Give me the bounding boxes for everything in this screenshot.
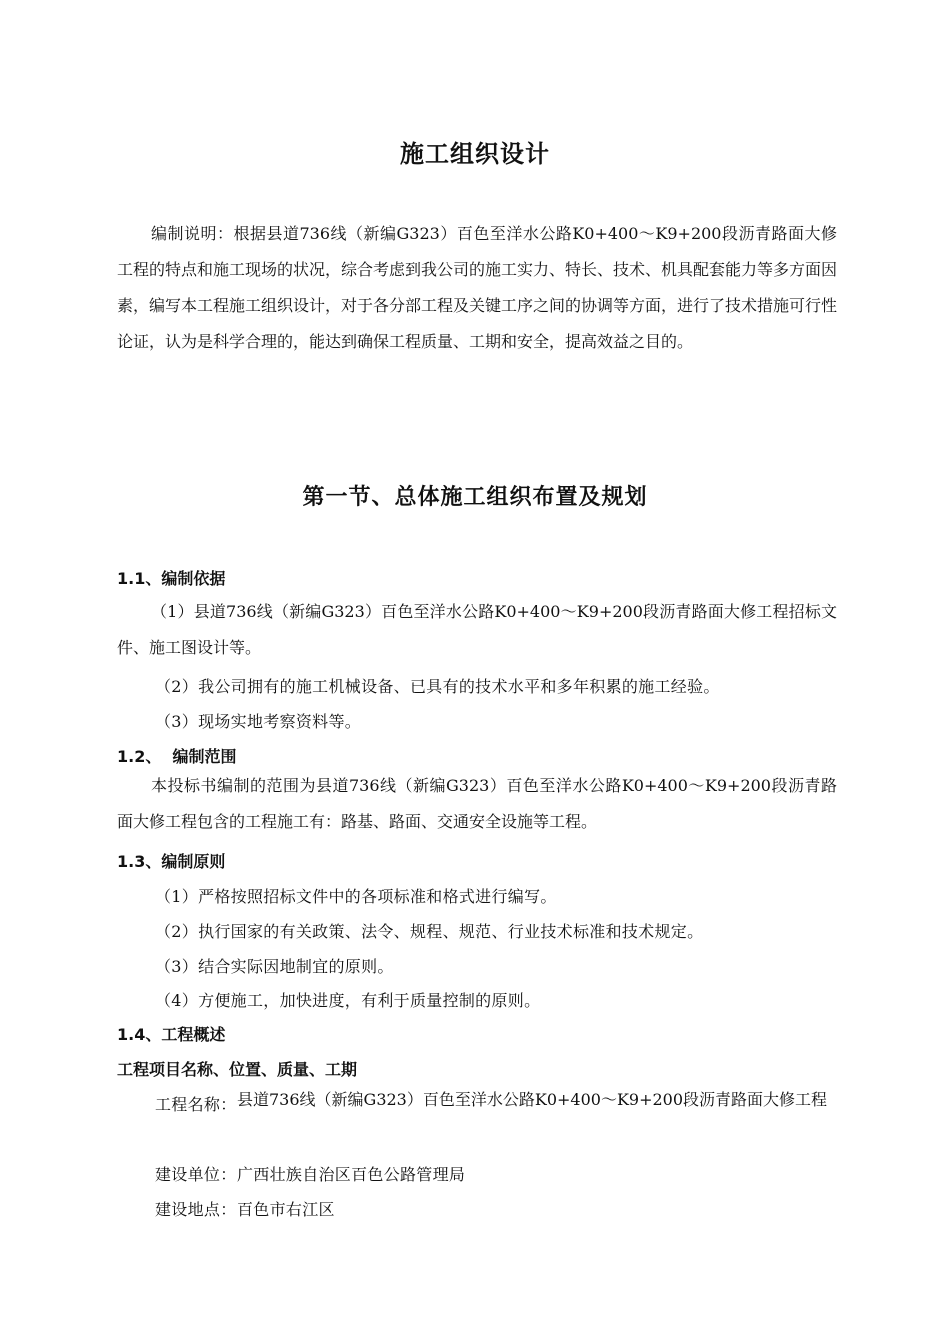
owner-label: 建设单位： bbox=[155, 1165, 237, 1184]
principle-item-2: （2）执行国家的有关政策、法令、规程、规范、行业技术标准和技术规定。 bbox=[155, 922, 704, 941]
basis-item-1: （1）县道736线（新编G323）百色至洋水公路K0+400～K9+200段沥青路面大修工程招标文件、施工图设计等。 bbox=[117, 602, 837, 657]
subsection-1-2-heading: 1.2、 编制范围 bbox=[117, 747, 237, 766]
principle-item-3: （3）结合实际因地制宜的原则。 bbox=[155, 957, 394, 976]
project-overview-subheading: 工程项目名称、位置、质量、工期 bbox=[117, 1060, 358, 1079]
section-1-heading: 第一节、总体施工组织布置及规划 bbox=[302, 485, 648, 510]
scope-paragraph: 本投标书编制的范围为县道736线（新编G323）百色至洋水公路K0+400～K9+200段沥青路面大修工程包含的工程施工有：路基、路面、交通安全设施等工程。 bbox=[117, 776, 837, 831]
subsection-1-3-heading: 1.3、编制原则 bbox=[117, 852, 226, 871]
location-value: 百色市右江区 bbox=[237, 1200, 335, 1219]
location-label: 建设地点： bbox=[155, 1200, 237, 1219]
principle-item-4: （4）方便施工，加快进度，有利于质量控制的原则。 bbox=[155, 991, 541, 1010]
basis-item-2: （2）我公司拥有的施工机械设备、已具有的技术水平和多年积累的施工经验。 bbox=[155, 677, 720, 696]
intro-paragraph: 编制说明：根据县道736线（新编G323）百色至洋水公路K0+400～K9+200段沥青路面大修工程的特点和施工现场的状况，综合考虑到我公司的施工实力、特长、技术、机具配套能力等多方面因素，编写本工程施工组织设计，对于各分部工程及关键工序之间的协调等方面，进行了技术措施可行性论证，认为是科学合理的，能达到确保工程质量、工期和安全，提高效益之目的。 bbox=[117, 224, 838, 351]
basis-item-3: （3）现场实地考察资料等。 bbox=[155, 712, 362, 731]
owner-value: 广西壮族自治区百色公路管理局 bbox=[237, 1165, 466, 1184]
subsection-1-1-heading: 1.1、编制依据 bbox=[117, 569, 226, 588]
document-title: 施工组织设计 bbox=[400, 140, 550, 168]
project-name-label: 工程名称： bbox=[155, 1095, 237, 1114]
project-name-value: 县道736线（新编G323）百色至洋水公路K0+400～K9+200段沥青路面大修工程 bbox=[237, 1090, 828, 1109]
principle-item-1: （1）严格按照招标文件中的各项标准和格式进行编写。 bbox=[155, 887, 557, 906]
subsection-1-4-heading: 1.4、工程概述 bbox=[117, 1025, 226, 1044]
